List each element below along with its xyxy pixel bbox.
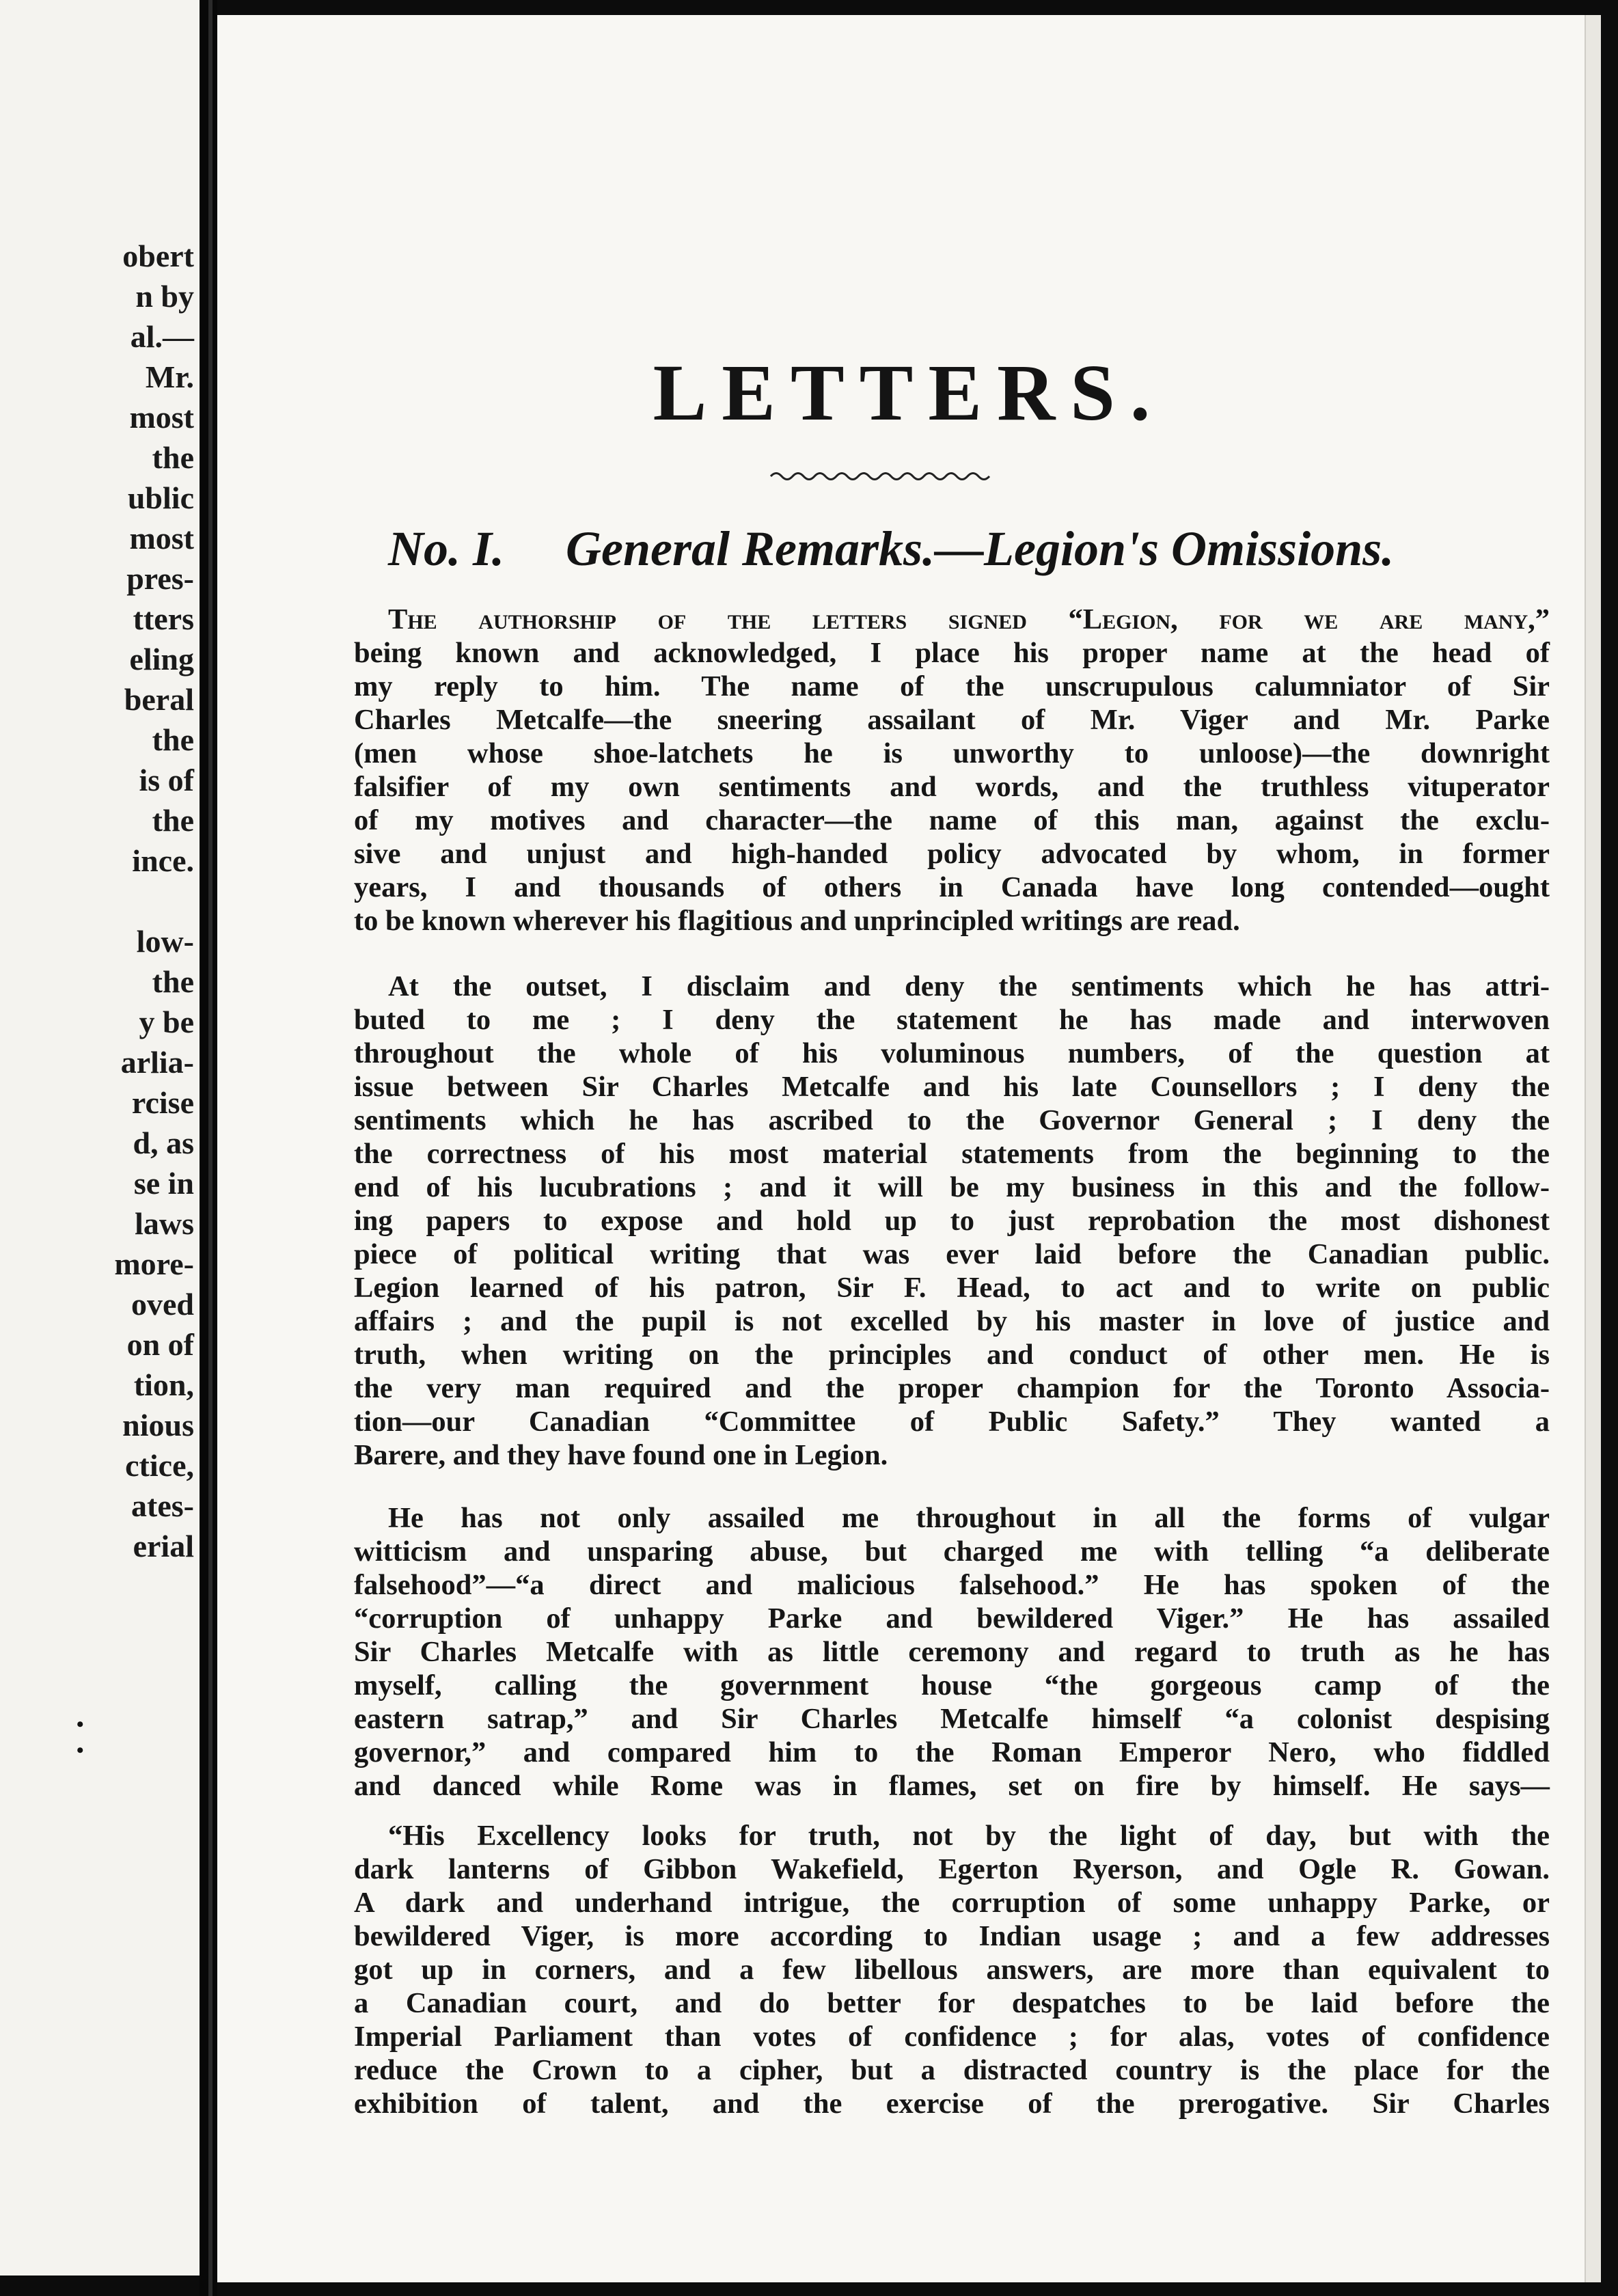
text-line: buted to me ; I deny the statement he has made and interwoven: [354, 1004, 1550, 1036]
gutter-shadow: [208, 0, 212, 2296]
text-line: Legion learned of his patron, Sir F. Head, to act and to write on public: [354, 1272, 1550, 1304]
text-line: bewildered Viger, is more according to Indian usage ; and a few addresses: [354, 1920, 1550, 1952]
text-line: falsifier of my own sentiments and words, and the truthless vituperator: [354, 771, 1550, 803]
facing-page-fragment: ublic: [127, 480, 194, 515]
text-line: (men whose shoe-latchets he is unworthy to unloose)—the downright: [354, 737, 1550, 769]
text-line-part: The authorship of the letters signed “Legion, for we are many,”: [388, 603, 1550, 636]
text-line: Imperial Parliament than votes of confidence ; for alas, votes of confidence: [354, 2021, 1550, 2053]
text-line: A dark and underhand intrigue, the corruption of some unhappy Parke, or: [354, 1887, 1550, 1919]
text-line: witticism and unsparing abuse, but charged me with telling “a deliberate: [354, 1535, 1550, 1568]
facing-page-text: [114, 236, 194, 1566]
facing-page-fragment: nious: [122, 1408, 194, 1443]
text-line: end of his lucubrations ; and it will be my business in this and the follow-: [354, 1171, 1550, 1203]
facing-page-fragment: pres-: [126, 561, 194, 596]
text-line: tion—our Canadian “Committee of Public Safety.” They wanted a: [354, 1406, 1550, 1438]
text-line: the correctness of his most material statements from the beginning to the: [354, 1138, 1550, 1170]
paragraph-3: [354, 1501, 1550, 1803]
quotation: [354, 1819, 1550, 2120]
facing-page-fragment: [114, 881, 194, 921]
text-line: and danced while Rome was in flames, set on fire by himself. He says—: [354, 1770, 1550, 1802]
facing-page-fragment: arlia-: [120, 1045, 194, 1080]
facing-page-fragment: d, as: [133, 1125, 194, 1160]
text-line: exhibition of talent, and the exercise of the prerogative. Sir Charles: [354, 2088, 1550, 2120]
text-line: Sir Charles Metcalfe with as little ceremony and regard to truth as he has: [354, 1636, 1550, 1668]
book-page: [217, 15, 1601, 2282]
facing-page-fragment: the: [152, 440, 194, 475]
text-line: eastern satrap,” and Sir Charles Metcalfe himself “a colonist despising: [354, 1703, 1550, 1735]
text-line: At the outset, I disclaim and deny the sentiments which he has attri-: [388, 970, 1550, 1002]
wavy-rule-ornament: [764, 466, 996, 487]
text-line: got up in corners, and a few libellous answers, are more than equivalent to: [354, 1954, 1550, 1986]
facing-page-fragment: oved: [131, 1287, 194, 1322]
text-line: throughout the whole of his voluminous numbers, of the question at: [354, 1037, 1550, 1069]
facing-page-fragment: ates-: [131, 1488, 194, 1523]
text-line: truth, when writing on the principles and conduct of other men. He is: [354, 1339, 1550, 1371]
facing-page-fragment: Mr.: [145, 359, 194, 394]
section-heading: [388, 521, 1550, 577]
facing-page-fragment: ince.: [132, 843, 194, 878]
text-line: of my motives and character—the name of this man, against the exclu-: [354, 804, 1550, 836]
text-line: my reply to him. The name of the unscrupulous calumniator of Sir: [354, 670, 1550, 702]
text-line: the very man required and the proper champion for the Toronto Associa-: [354, 1372, 1550, 1404]
facing-page: [0, 0, 200, 2276]
facing-page-fragment: se in: [133, 1166, 194, 1201]
facing-page-fragment: ctice,: [125, 1448, 194, 1483]
page-title: LETTERS.: [653, 348, 1166, 437]
facing-page-fragment: is of: [139, 763, 194, 797]
text-line: myself, calling the government house “the gorgeous camp of the: [354, 1669, 1550, 1702]
facing-page-fragment: al.—: [130, 319, 194, 354]
text-line: Barere, and they have found one in Legion.: [354, 1439, 888, 1471]
facing-page-fragment: eling: [129, 642, 194, 676]
text-line: reduce the Crown to a cipher, but a distracted country is the place for the: [354, 2054, 1550, 2086]
facing-page-fragment: n by: [135, 279, 194, 314]
text-line: “corruption of unhappy Parke and bewildered Viger.” He has assailed: [354, 1602, 1550, 1635]
facing-page-fragment: erial: [133, 1529, 194, 1563]
text-line: dark lanterns of Gibbon Wakefield, Egerton Ryerson, and Ogle R. Gowan.: [354, 1853, 1550, 1885]
text-line: to be known wherever his flagitious and unprincipled writings are read.: [354, 905, 1240, 937]
facing-page-marks: • •: [77, 1713, 84, 1762]
facing-page-fragment: low-: [136, 924, 194, 959]
text-line: sive and unjust and high-handed policy advocated by whom, in former: [354, 838, 1550, 870]
facing-page-fragment: rcise: [131, 1085, 194, 1120]
facing-page-fragment: y be: [139, 1004, 194, 1039]
facing-page-fragment: obert: [122, 238, 194, 273]
text-line: Charles Metcalfe—the sneering assailant of Mr. Viger and Mr. Parke: [354, 704, 1550, 736]
text-line: issue between Sir Charles Metcalfe and his late Counsellors ; I deny the: [354, 1071, 1550, 1103]
text-line: [354, 603, 1550, 636]
text-line: governor,” and compared him to the Roman Emperor Nero, who fiddled: [354, 1736, 1550, 1768]
facing-page-fragment: on of: [126, 1327, 194, 1362]
text-line: He has not only assailed me throughout in all the forms of vulgar: [388, 1502, 1550, 1534]
paragraph-1: [354, 603, 1550, 938]
paragraph-2: [354, 970, 1550, 1472]
facing-page-fragment: most: [129, 521, 194, 556]
text-line: sentiments which he has ascribed to the Governor General ; I deny the: [354, 1104, 1550, 1136]
text-line: years, I and thousands of others in Canada have long contended—ought: [354, 871, 1550, 903]
facing-page-fragment: the: [152, 964, 194, 999]
letter-subject: General Remarks.—Legion's Omissions.: [566, 521, 1395, 576]
facing-page-fragment: laws: [135, 1206, 194, 1241]
text-line: falsehood”—“a direct and malicious falsehood.” He has spoken of the: [354, 1569, 1550, 1601]
letter-number: No. I.: [388, 521, 505, 576]
facing-page-fragment: the: [152, 722, 194, 757]
facing-page-fragment: beral: [124, 682, 194, 717]
facing-page-fragment: tion,: [133, 1367, 194, 1402]
facing-page-fragment: tters: [133, 601, 194, 636]
text-line: “His Excellency looks for truth, not by the light of day, but with the: [388, 1820, 1550, 1852]
facing-page-fragment: most: [129, 400, 194, 435]
text-line: ing papers to expose and hold up to just reprobation the most dishonest: [354, 1205, 1550, 1237]
facing-page-fragment: more-: [114, 1246, 194, 1281]
facing-page-fragment: the: [152, 803, 194, 838]
text-line: a Canadian court, and do better for despatches to be laid before the: [354, 1987, 1550, 2019]
text-line: piece of political writing that was ever laid before the Canadian public.: [354, 1238, 1550, 1270]
text-line: being known and acknowledged, I place his proper name at the head of: [354, 637, 1550, 669]
text-line: affairs ; and the pupil is not excelled by his master in love of justice and: [354, 1305, 1550, 1337]
